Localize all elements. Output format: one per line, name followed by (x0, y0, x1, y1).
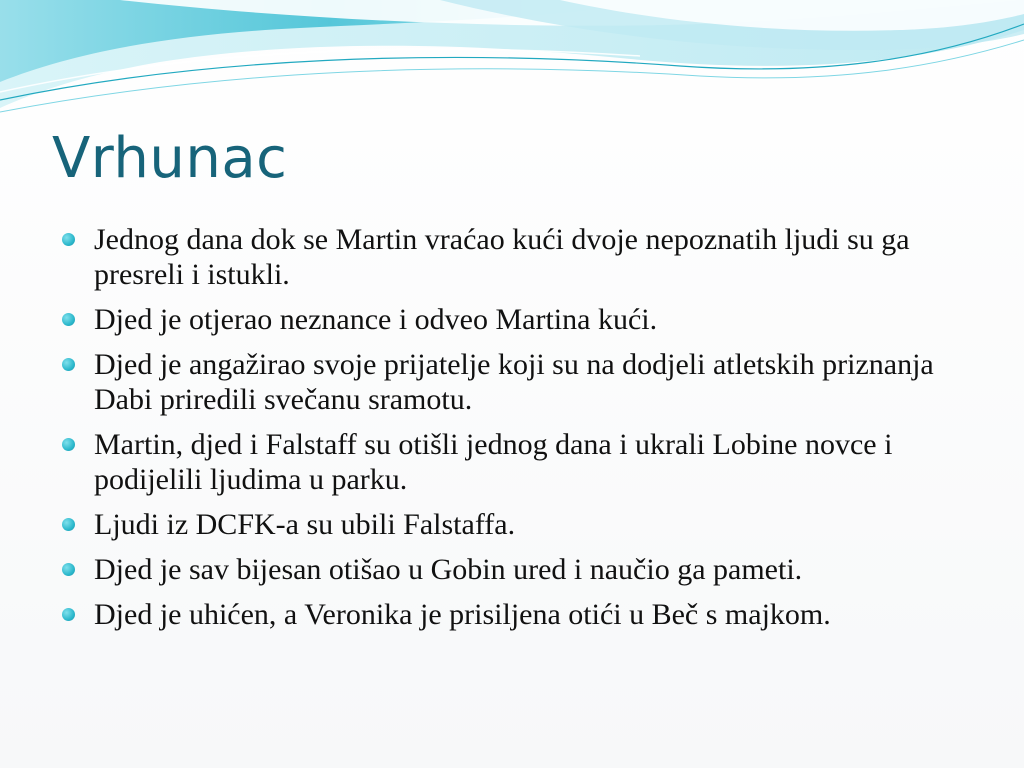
bullet-text: Djed je otjerao neznance i odveo Martina kući. (94, 303, 658, 336)
circle-bullet-icon (62, 358, 75, 371)
bullet-list (62, 222, 982, 642)
list-item (62, 552, 982, 587)
circle-bullet-icon (62, 518, 75, 531)
list-item (62, 597, 982, 632)
list-item (62, 347, 982, 417)
circle-bullet-icon (62, 438, 75, 451)
circle-bullet-icon (62, 563, 75, 576)
bullet-text: Ljudi iz DCFK-a su ubili Falstaffa. (94, 508, 516, 541)
bullet-text: Djed je angažirao svoje prijatelje koji su na dodjeli atletskih priznanja Dabi priredili svečanu sramotu. (94, 348, 934, 416)
bullet-text: Martin, djed i Falstaff su otišli jednog dana i ukrali Lobine novce i podijelili ljudima u parku. (94, 428, 893, 496)
bullet-text: Djed je sav bijesan otišao u Gobin ured i naučio ga pameti. (94, 553, 803, 586)
slide-title: Vrhunac (52, 126, 288, 191)
circle-bullet-icon (62, 608, 75, 621)
list-item (62, 222, 982, 292)
bullet-text: Jednog dana dok se Martin vraćao kući dvoje nepoznatih ljudi su ga presreli i istukli. (94, 223, 910, 291)
bullet-text: Djed je uhićen, a Veronika je prisiljena otići u Beč s majkom. (94, 598, 831, 631)
decorative-wave (0, 0, 1024, 130)
list-item (62, 302, 982, 337)
list-item (62, 507, 982, 542)
circle-bullet-icon (62, 233, 75, 246)
list-item (62, 427, 982, 497)
circle-bullet-icon (62, 313, 75, 326)
